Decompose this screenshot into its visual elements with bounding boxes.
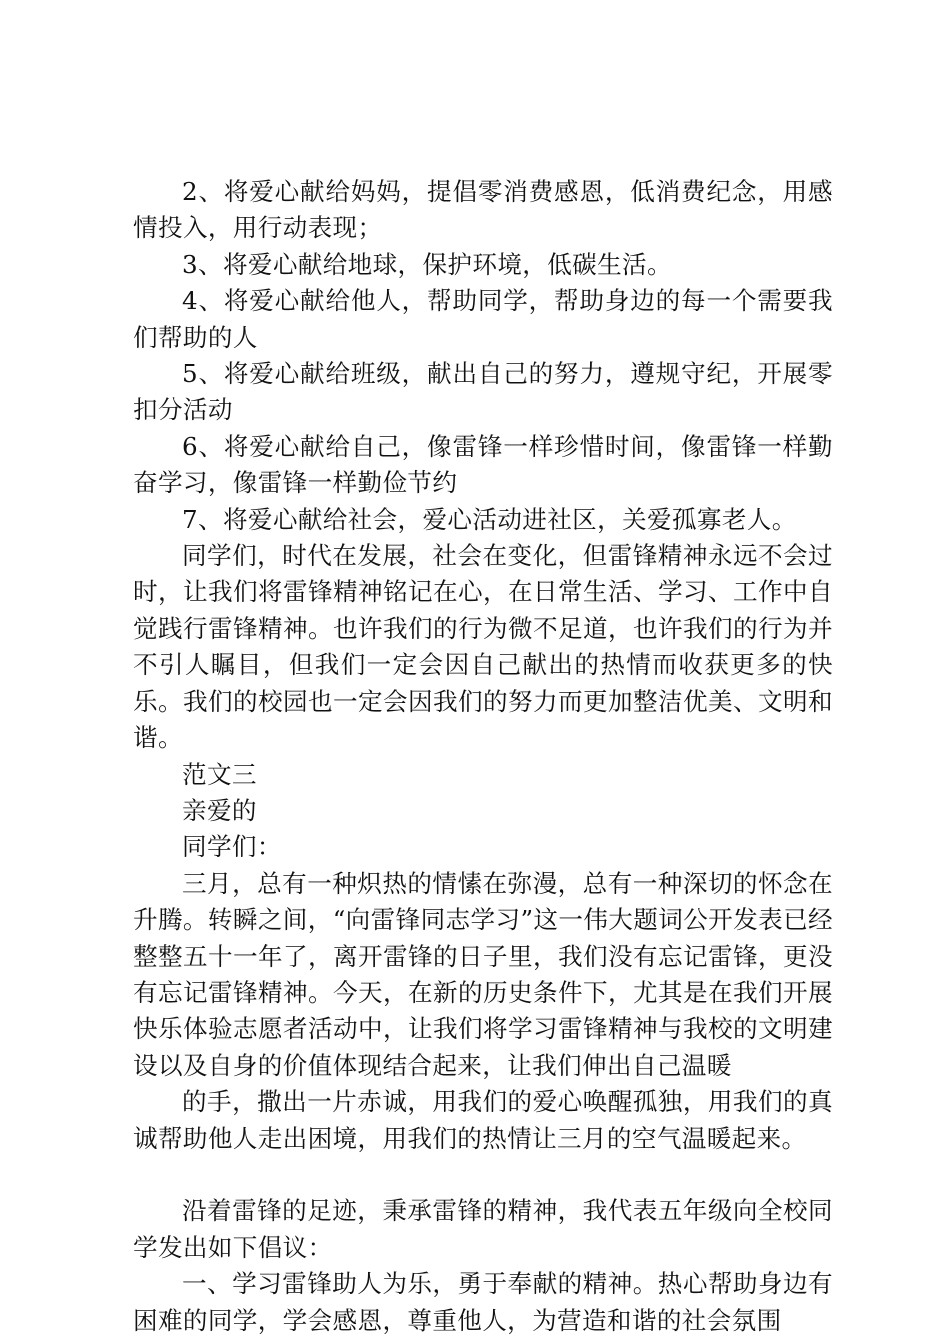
intro-paragraph-continued: 的手，撒出一片赤诚，用我们的爱心唤醒孤独，用我们的真诚帮助他人走出困境，用我们的热情让三月的空气温暖起来。 (133, 1087, 833, 1153)
list-item-self: 6、将爱心献给自己，像雷锋一样珍惜时间，像雷锋一样勤奋学习，像雷锋一样勤俭节约 (133, 431, 833, 498)
salutation-line-2: 同学们： (182, 832, 282, 862)
list-item-society: 7、将爱心献给社会，爱心活动进社区，关爱孤寡老人。 (182, 504, 797, 534)
list-item-earth: 3、将爱心献给地球，保护环境，低碳生活。 (182, 249, 672, 279)
list-item-class: 5、将爱心献给班级，献出自己的努力，遵规守纪，开展零扣分活动 (133, 359, 833, 425)
paragraph-gap (133, 1157, 833, 1193)
list-item-others: 4、将爱心献给他人，帮助同学，帮助身边的每一个需要我们帮助的人 (133, 286, 833, 352)
document-body (133, 174, 833, 1339)
intro-paragraph: 三月，总有一种炽热的情愫在弥漫，总有一种深切的怀念在升腾。转瞬之间，“向雷锋同志学习”这一伟大题词公开发表已经整整五十一年了，离开雷锋的日子里，我们没有忘记雷锋，更没有忘记雷锋精神。今天，在新的历史条件下，尤其是在我们开展快乐体验志愿者活动中，让我们将学习雷锋精神与我校的文明建设以及自身的价值体现结合起来，让我们伸出自己温暖 (133, 868, 833, 1080)
salutation-line-1: 亲爱的 (182, 795, 257, 825)
section-heading: 范文三 (182, 759, 257, 789)
closing-paragraph: 同学们，时代在发展，社会在变化，但雷锋精神永远不会过时，让我们将雷锋精神铭记在心，在日常生活、学习、工作中自觉践行雷锋精神。也许我们的行为微不足道，也许我们的行为并不引人瞩目，但我们一定会因自己献出的热情而收获更多的快乐。我们的校园也一定会因我们的努力而更加整洁优美、文明和谐。 (133, 541, 833, 753)
proposal-intro: 沿着雷锋的足迹，秉承雷锋的精神，我代表五年级向全校同学发出如下倡议： (133, 1196, 833, 1262)
list-item-mother: 2、将爱心献给妈妈，提倡零消费感恩，低消费纪念，用感情投入，用行动表现； (133, 177, 833, 243)
proposal-item-1: 一、学习雷锋助人为乐，勇于奉献的精神。热心帮助身边有困难的同学，学会感恩，尊重他人，为营造和谐的社会氛围 (133, 1269, 833, 1335)
